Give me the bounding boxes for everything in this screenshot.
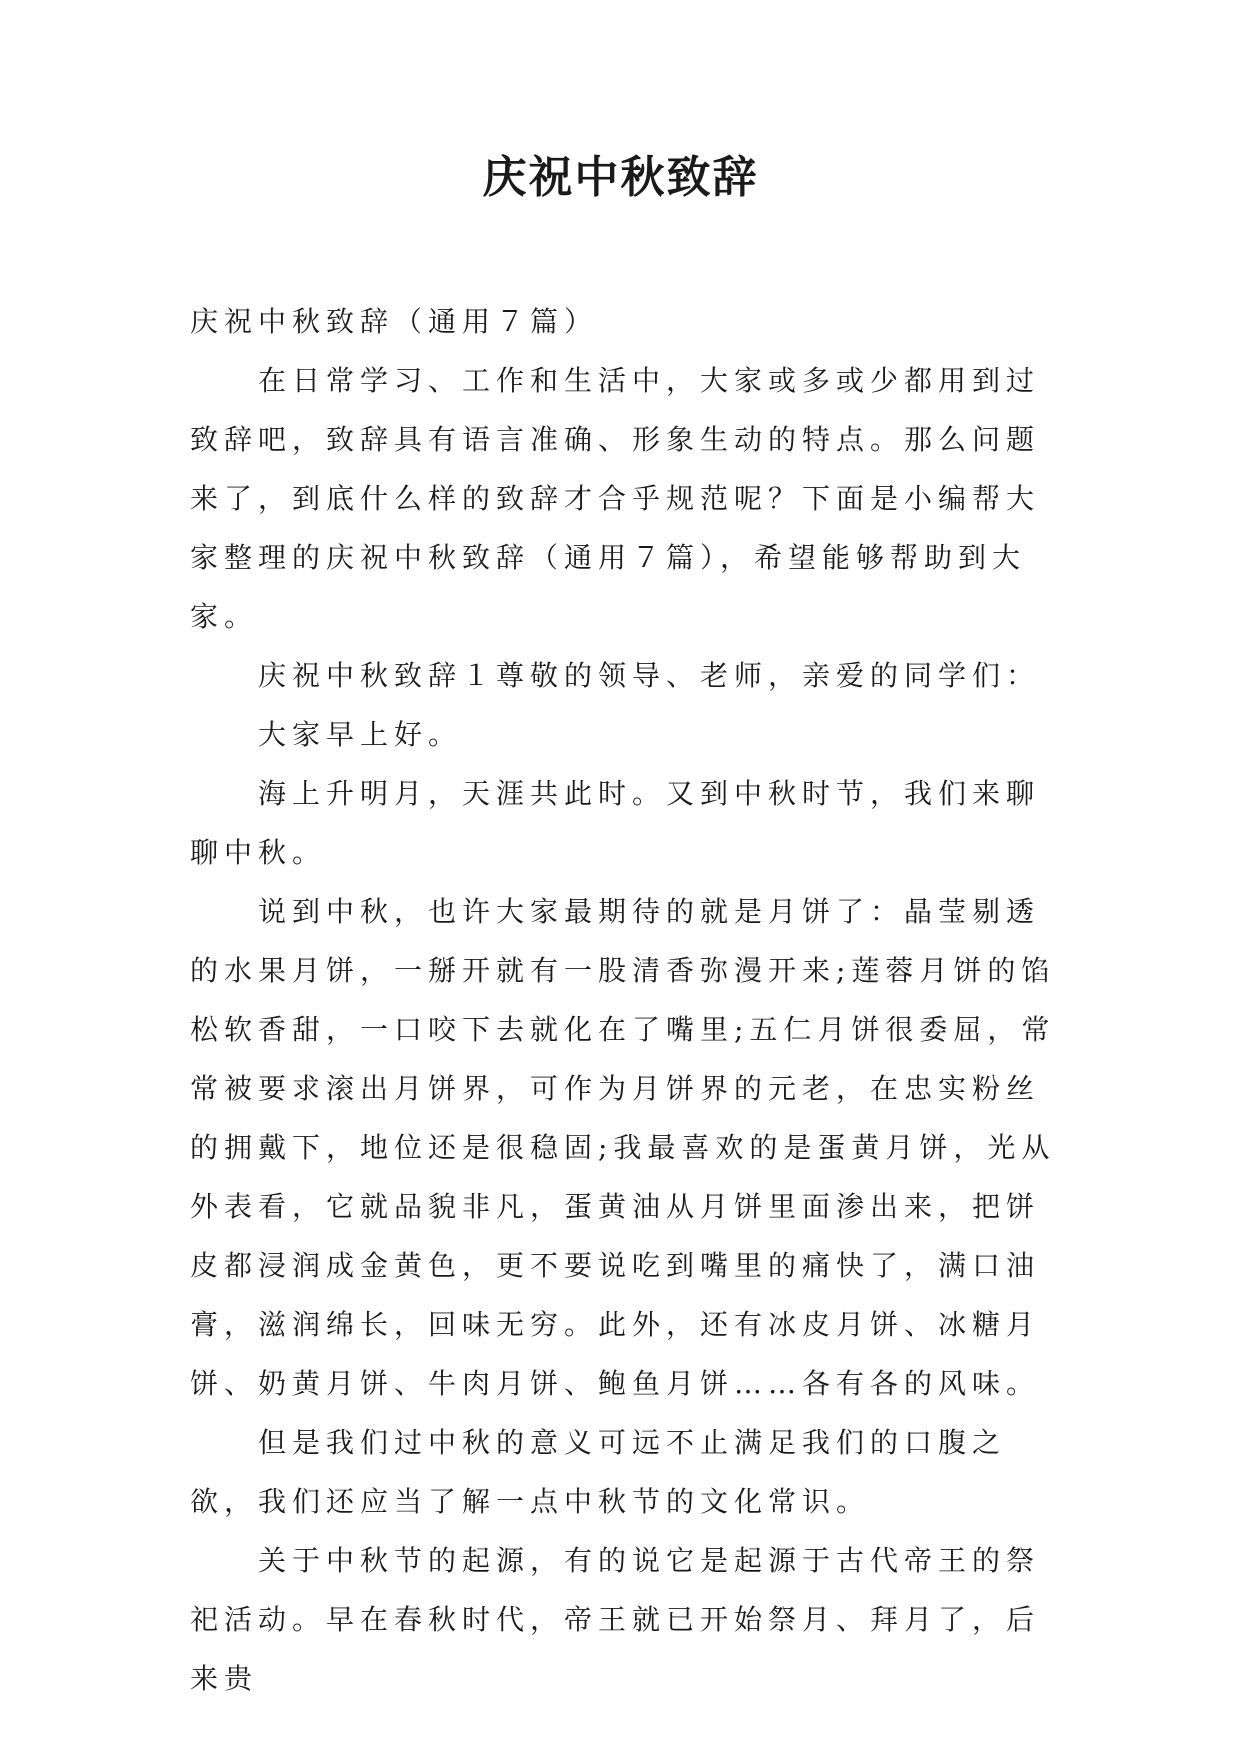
paragraph-meaning: 但是我们过中秋的意义可远不止满足我们的口腹之欲，我们还应当了解一点中秋节的文化常识。 — [190, 1426, 1007, 1518]
paragraph-intro: 在日常学习、工作和生活中，大家或多或少都用到过致辞吧，致辞具有语言准确、形象生动的特点。那么问题来了，到底什么样的致辞才合乎规范呢？下面是小编帮大家整理的庆祝中秋致辞（通用７篇），希望能够帮助到大家。 — [190, 364, 1041, 633]
paragraph-salutation: 庆祝中秋致辞１尊敬的领导、老师，亲爱的同学们： — [258, 659, 1041, 692]
paragraph-mooncakes: 说到中秋，也许大家最期待的就是月饼了：晶莹剔透的水果月饼，一掰开就有一股清香弥漫开来;莲蓉月饼的馅松软香甜，一口咬下去就化在了嘴里;五仁月饼很委屈，常常被要求滚出月饼界，可作为月饼界的元老，在忠实粉丝的拥戴下，地位还是很稳固;我最喜欢的是蛋黄月饼，光从外表看，它就品貌非凡，蛋黄油从月饼里面渗出来，把饼皮都浸润成金黄色，更不要说吃到嘴里的痛快了，满口油膏，滋润绵长，回味无穷。此外，还有冰皮月饼、冰糖月饼、奶黄月饼、牛肉月饼、鲍鱼月饼……各有各的风味。 — [190, 895, 1056, 1400]
paragraph-moon: 海上升明月，天涯共此时。又到中秋时节，我们来聊聊中秋。 — [190, 777, 1041, 869]
document-subtitle: 庆祝中秋致辞（通用７篇） — [190, 305, 599, 338]
paragraph-origin: 关于中秋节的起源，有的说它是起源于古代帝王的祭祀活动。早在春秋时代，帝王就已开始祭月、拜月了，后来贵 — [190, 1544, 1041, 1695]
document-title: 庆祝中秋致辞 — [482, 152, 759, 203]
paragraph-greeting: 大家早上好。 — [258, 718, 463, 751]
document-body — [190, 292, 1070, 1708]
